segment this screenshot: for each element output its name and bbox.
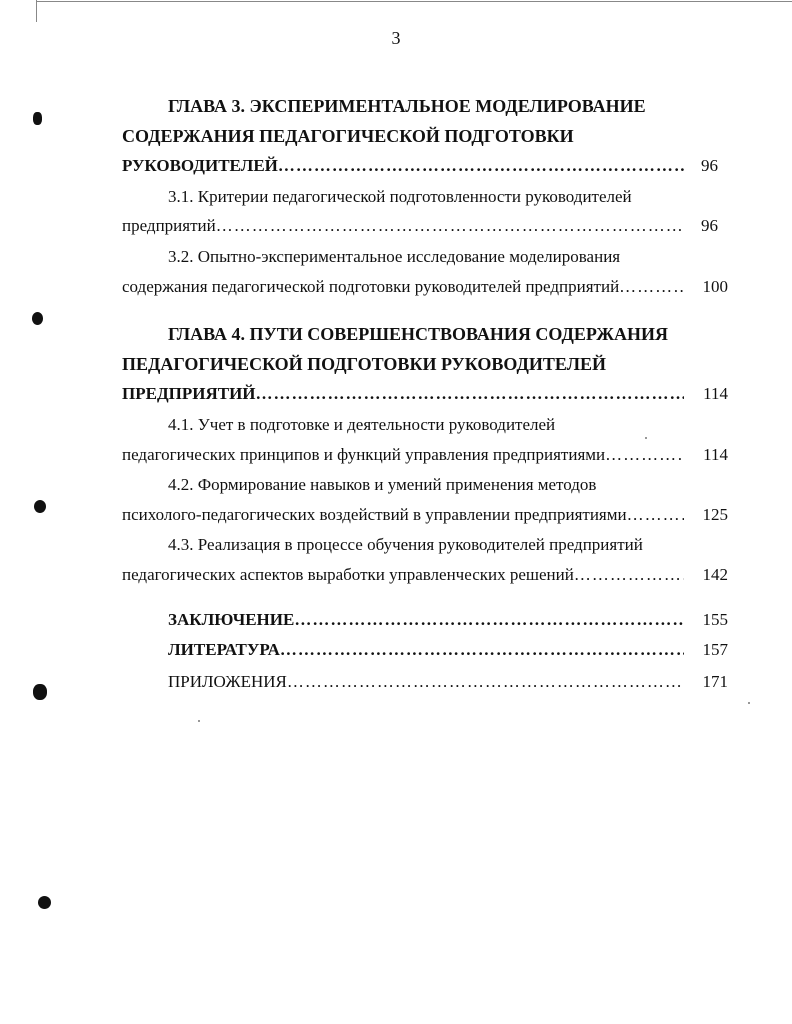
scan-blot [34,500,46,513]
leader-dots [278,154,684,178]
literature-label: ЛИТЕРАТУРА [168,640,280,659]
section-4-1-page: 114 [703,445,728,464]
conclusion-entry[interactable] [168,608,684,632]
chapter3-title-line3-text: РУКОВОДИТЕЛЕЙ [122,156,278,175]
leader-dots [216,214,684,238]
section-3-1-line1: 3.1. Критерии педагогической подготовленности руководителей [168,187,632,206]
section-4-2-page: 125 [702,505,728,524]
section-4-2-line2[interactable] [122,503,684,527]
chapter4-title-line2: ПЕДАГОГИЧЕСКОЙ ПОДГОТОВКИ РУКОВОДИТЕЛЕЙ [122,354,607,374]
leader-dots [619,275,684,299]
section-3-1-line2-text: предприятий [122,216,216,235]
chapter3-page: 96 [701,156,718,175]
section-4-1-line2-text: педагогических принципов и функций управления предприятиями [122,445,606,464]
leader-dots [294,608,684,632]
scan-speck [198,720,200,722]
scan-blot [33,684,47,700]
section-4-3-line2-text: педагогических аспектов выработки управленческих решений [122,565,574,584]
section-4-3-line2[interactable] [122,563,684,587]
leader-dots [605,443,684,467]
chapter3-title-line1: ГЛАВА 3. ЭКСПЕРИМЕНТАЛЬНОЕ МОДЕЛИРОВАНИЕ [168,96,646,116]
chapter4-page: 114 [703,384,728,403]
conclusion-page: 155 [702,610,728,629]
section-3-2-line2[interactable] [122,275,684,299]
chapter4-title-line3[interactable] [122,382,684,406]
scan-speck [645,437,647,439]
leader-dots [280,638,684,662]
leader-dots [627,503,684,527]
scan-speck [748,702,750,704]
section-4-2-line1: 4.2. Формирование навыков и умений применения методов [168,475,597,494]
appendices-page: 171 [702,672,728,691]
chapter4-title-line3-text: ПРЕДПРИЯТИЙ [122,384,256,403]
appendices-entry[interactable] [168,670,684,694]
chapter3-title-line3[interactable] [122,154,684,178]
section-4-1-line1: 4.1. Учет в подготовке и деятельности руководителей [168,415,556,434]
leader-dots [574,563,684,587]
literature-page: 157 [702,640,728,659]
leader-dots [256,382,684,406]
section-4-3-page: 142 [702,565,728,584]
section-3-1-line2[interactable] [122,214,684,238]
section-3-2-page: 100 [702,277,728,296]
section-3-1-page: 96 [701,216,718,235]
section-4-1-line2[interactable] [122,443,684,467]
appendices-label: ПРИЛОЖЕНИЯ [168,672,287,691]
literature-entry[interactable] [168,638,684,662]
page-number: 3 [391,28,401,48]
section-3-2-line1: 3.2. Опытно-экспериментальное исследование моделирования [168,247,621,266]
chapter3-title-line2: СОДЕРЖАНИЯ ПЕДАГОГИЧЕСКОЙ ПОДГОТОВКИ [122,126,574,146]
scan-blot [32,312,43,325]
section-3-2-line2-text: содержания педагогической подготовки руководителей предприятий [122,277,620,296]
section-4-3-line1: 4.3. Реализация в процессе обучения руководителей предприятий [168,535,643,554]
leader-dots [287,670,684,694]
scan-blot [38,896,51,909]
section-4-2-line2-text: психолого-педагогических воздействий в управлении предприятиями [122,505,627,524]
conclusion-label: ЗАКЛЮЧЕНИЕ [168,610,295,629]
chapter4-title-line1: ГЛАВА 4. ПУТИ СОВЕРШЕНСТВОВАНИЯ СОДЕРЖАНИЯ [168,324,669,344]
scan-blot [33,112,42,125]
